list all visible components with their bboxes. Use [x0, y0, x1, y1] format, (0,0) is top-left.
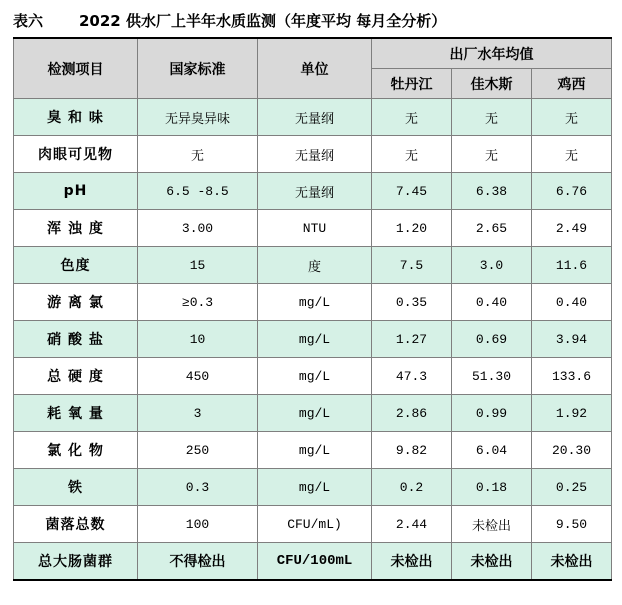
cell-value-jixi: 20.30	[532, 432, 612, 469]
header-unit: 单位	[258, 38, 372, 99]
cell-value-jiamusi: 无	[452, 136, 532, 173]
cell-item: 臭 和 味	[14, 99, 138, 136]
table-row	[14, 136, 612, 173]
cell-unit: NTU	[258, 210, 372, 247]
cell-value-mudanjiang: 无	[372, 99, 452, 136]
cell-value-mudanjiang: 2.86	[372, 395, 452, 432]
cell-value-jiamusi: 6.38	[452, 173, 532, 210]
table-caption	[13, 8, 446, 34]
table-row	[14, 210, 612, 247]
cell-unit: 无量纲	[258, 136, 372, 173]
cell-item: 总 硬 度	[14, 358, 138, 395]
header-plant-mudanjiang: 牡丹江	[372, 69, 452, 99]
caption-label: 表六	[13, 12, 44, 30]
cell-unit: CFU/100mL	[258, 543, 372, 580]
cell-value-mudanjiang: 无	[372, 136, 452, 173]
cell-item: 总大肠菌群	[14, 543, 138, 580]
cell-value-jiamusi: 未检出	[452, 506, 532, 543]
cell-standard: 250	[138, 432, 258, 469]
cell-item: 铁	[14, 469, 138, 506]
cell-standard: 无异臭异味	[138, 99, 258, 136]
cell-unit: 度	[258, 247, 372, 284]
table-row	[14, 469, 612, 506]
table-row	[14, 358, 612, 395]
cell-unit: mg/L	[258, 469, 372, 506]
cell-value-jixi: 1.92	[532, 395, 612, 432]
cell-standard: 10	[138, 321, 258, 358]
cell-standard: 3.00	[138, 210, 258, 247]
cell-value-mudanjiang: 7.45	[372, 173, 452, 210]
cell-value-mudanjiang: 1.20	[372, 210, 452, 247]
table-row	[14, 99, 612, 136]
cell-standard: 3	[138, 395, 258, 432]
header-item: 检测项目	[14, 38, 138, 99]
cell-value-jiamusi: 未检出	[452, 543, 532, 580]
header-plant-jiamusi: 佳木斯	[452, 69, 532, 99]
cell-standard: 无	[138, 136, 258, 173]
water-quality-table	[13, 37, 612, 581]
table-row	[14, 432, 612, 469]
cell-value-mudanjiang: 47.3	[372, 358, 452, 395]
cell-unit: mg/L	[258, 321, 372, 358]
cell-value-jiamusi: 6.04	[452, 432, 532, 469]
cell-standard: 15	[138, 247, 258, 284]
cell-standard: 6.5 -8.5	[138, 173, 258, 210]
cell-unit: mg/L	[258, 395, 372, 432]
cell-item: 肉眼可见物	[14, 136, 138, 173]
cell-value-jixi: 0.25	[532, 469, 612, 506]
table-row	[14, 247, 612, 284]
cell-unit: mg/L	[258, 432, 372, 469]
cell-standard: 不得检出	[138, 543, 258, 580]
cell-value-jiamusi: 0.99	[452, 395, 532, 432]
cell-unit: 无量纲	[258, 173, 372, 210]
cell-standard: 0.3	[138, 469, 258, 506]
table-row	[14, 506, 612, 543]
cell-item: 耗 氧 量	[14, 395, 138, 432]
cell-value-jixi: 0.40	[532, 284, 612, 321]
cell-value-jixi: 3.94	[532, 321, 612, 358]
table-row	[14, 395, 612, 432]
cell-value-jixi: 未检出	[532, 543, 612, 580]
table-body	[14, 99, 612, 580]
cell-value-jiamusi: 2.65	[452, 210, 532, 247]
cell-value-jiamusi: 0.18	[452, 469, 532, 506]
cell-value-jiamusi: 无	[452, 99, 532, 136]
cell-standard: 100	[138, 506, 258, 543]
cell-value-mudanjiang: 9.82	[372, 432, 452, 469]
cell-unit: mg/L	[258, 358, 372, 395]
cell-item: 硝 酸 盐	[14, 321, 138, 358]
cell-unit: CFU/mL)	[258, 506, 372, 543]
cell-value-jixi: 9.50	[532, 506, 612, 543]
cell-unit: mg/L	[258, 284, 372, 321]
table-row	[14, 543, 612, 580]
caption-title: 2022 供水厂上半年水质监测（年度平均 每月全分析）	[79, 12, 447, 30]
table-row	[14, 173, 612, 210]
table-row	[14, 284, 612, 321]
cell-value-jixi: 无	[532, 99, 612, 136]
cell-item: 氯 化 物	[14, 432, 138, 469]
cell-value-jiamusi: 0.69	[452, 321, 532, 358]
cell-item: 色度	[14, 247, 138, 284]
cell-value-mudanjiang: 未检出	[372, 543, 452, 580]
cell-item: pH	[14, 173, 138, 210]
cell-value-jiamusi: 51.30	[452, 358, 532, 395]
cell-value-jixi: 无	[532, 136, 612, 173]
cell-value-jiamusi: 3.0	[452, 247, 532, 284]
cell-standard: ≥0.3	[138, 284, 258, 321]
cell-value-mudanjiang: 0.35	[372, 284, 452, 321]
cell-value-mudanjiang: 7.5	[372, 247, 452, 284]
cell-item: 浑 浊 度	[14, 210, 138, 247]
cell-value-jixi: 6.76	[532, 173, 612, 210]
table-row	[14, 321, 612, 358]
cell-value-jixi: 11.6	[532, 247, 612, 284]
cell-value-jiamusi: 0.40	[452, 284, 532, 321]
cell-standard: 450	[138, 358, 258, 395]
cell-value-mudanjiang: 1.27	[372, 321, 452, 358]
header-standard: 国家标准	[138, 38, 258, 99]
cell-value-mudanjiang: 2.44	[372, 506, 452, 543]
cell-value-jixi: 2.49	[532, 210, 612, 247]
cell-item: 游 离 氯	[14, 284, 138, 321]
header-plant-jixi: 鸡西	[532, 69, 612, 99]
cell-value-mudanjiang: 0.2	[372, 469, 452, 506]
header-group: 出厂水年均值	[372, 38, 612, 69]
cell-unit: 无量纲	[258, 99, 372, 136]
cell-item: 菌落总数	[14, 506, 138, 543]
cell-value-jixi: 133.6	[532, 358, 612, 395]
table-header	[14, 38, 612, 99]
